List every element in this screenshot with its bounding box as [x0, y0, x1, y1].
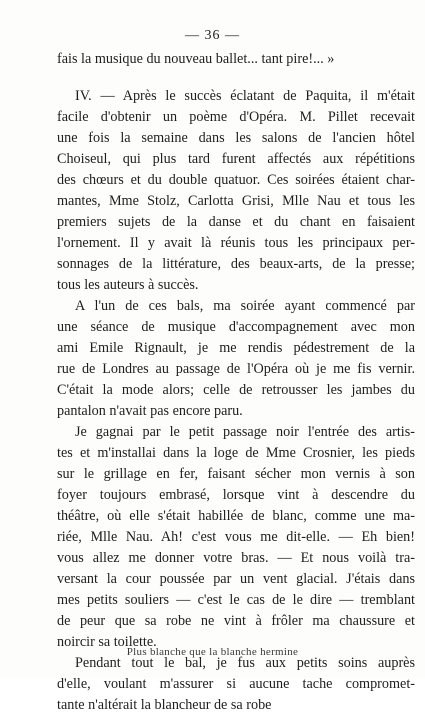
- text-line: fais la musique du nouveau ballet... tant pire!... »: [57, 51, 335, 67]
- page-number: — 36 —: [185, 28, 240, 43]
- text-line: d'elle, voulant m'assurer si aucune tache compromet-: [57, 676, 415, 692]
- text-line: tous les auteurs à succès.: [57, 277, 199, 293]
- paragraph: [57, 422, 415, 653]
- text-line: une séance de musique d'accompagnement avec mon: [57, 319, 415, 335]
- paragraph: [57, 86, 415, 296]
- text-line: sonnages de la littérature, des beaux-arts, de la presse;: [57, 256, 415, 272]
- body-text: [57, 49, 415, 716]
- text-line: de peur que sa robe ne vint à frôler ma chaussure et: [57, 613, 415, 629]
- text-line: premiers sujets de la danse et du chant en faisaient: [57, 214, 415, 230]
- text-line: versant la cour poussée par un vent glacial. J'étais dans: [57, 571, 415, 587]
- text-line: Choiseul, qui plus tard furent affectés aux répétitions: [57, 151, 415, 167]
- text-line: sur le grillage en fer, faisant sécher mon vernis à son: [57, 466, 415, 482]
- text-line: noircir sa toilette.: [57, 634, 157, 650]
- text-line: tante n'altérait la blancheur de sa robe: [57, 697, 272, 713]
- text-line: vous allez me donner votre bras. — Et nous voilà tra-: [57, 550, 415, 566]
- running-footer: Plus blanche que la blanche hermine: [126, 646, 299, 658]
- text-line: C'était la mode alors; celle de retrousser les jambes du: [57, 382, 415, 398]
- text-line: riée, Mlle Nau. Ah! c'est vous me dit-elle. — Eh bien!: [57, 529, 415, 545]
- text-line: pantalon n'avait pas encore paru.: [57, 403, 243, 419]
- text-line: rue de Londres au passage de l'Opéra où je me fis vernir.: [57, 361, 415, 377]
- paragraph: [57, 49, 415, 70]
- text-line: Je gagnai par le petit passage noir l'entrée des artis-: [75, 424, 415, 440]
- text-line: ami Emile Rignault, je me rendis pédestrement de la: [57, 340, 415, 356]
- text-line: mantes, Mme Stolz, Carlotta Grisi, Mlle Nau et tous les: [57, 193, 415, 209]
- text-line: Pendant tout le bal, je fus aux petits soins auprès: [75, 655, 415, 671]
- text-line: tes et m'installai dans la loge de Mme Crosnier, les pieds: [57, 445, 415, 461]
- text-line: théâtre, où elle s'était habillée de blanc, comme une ma-: [57, 508, 415, 524]
- text-line: mes petits souliers — c'est le cas de le dire — tremblant: [57, 592, 415, 608]
- text-line: foyer toujours embrasé, lorsque vint à descendre du: [57, 487, 415, 503]
- text-line: facile d'obtenir un poème d'Opéra. M. Pillet recevait: [57, 109, 415, 125]
- text-line: IV. — Après le succès éclatant de Paquita, il m'était: [75, 88, 415, 104]
- text-line: A l'un de ces bals, ma soirée ayant commencé par: [75, 298, 415, 314]
- text-line: des chœurs et du double quatuor. Ces soirées étaient char-: [57, 172, 415, 188]
- section-gap: [57, 70, 415, 86]
- paragraph: [57, 296, 415, 422]
- text-line: l'ornement. Il y avait là réunis tous les principaux per-: [57, 235, 415, 251]
- text-line: une fois la semaine dans les salons de l'ancien hôtel: [57, 130, 415, 146]
- paragraph: [57, 653, 415, 716]
